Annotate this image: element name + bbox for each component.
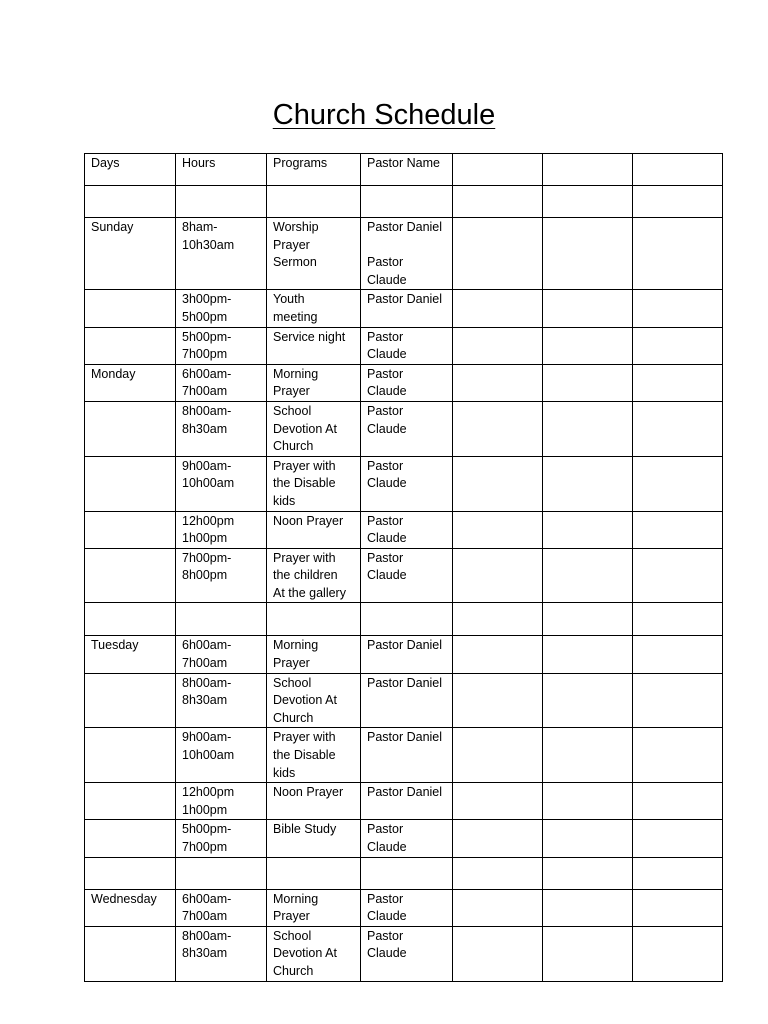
pastor-cell: Pastor Claude <box>361 820 453 857</box>
hours-cell: 6h00am- 7h00am <box>176 889 267 926</box>
programs-cell: Prayer with the children At the gallery <box>267 548 361 603</box>
empty-cell <box>543 364 633 401</box>
empty-cell <box>633 548 723 603</box>
empty-cell <box>543 728 633 783</box>
empty-cell <box>453 327 543 364</box>
empty-cell <box>543 511 633 548</box>
programs-cell: School Devotion At Church <box>267 401 361 456</box>
empty-cell <box>543 783 633 820</box>
empty-cell <box>543 548 633 603</box>
header-programs: Programs <box>267 154 361 186</box>
hours-cell: 7h00pm- 8h00pm <box>176 548 267 603</box>
table-row <box>85 511 723 548</box>
header-row <box>85 154 723 186</box>
empty-cell <box>543 820 633 857</box>
hours-cell: 12h00pm 1h00pm <box>176 783 267 820</box>
day-cell <box>85 511 176 548</box>
empty-cell <box>633 511 723 548</box>
empty-cell <box>633 364 723 401</box>
table-row <box>85 603 723 636</box>
pastor-cell: Pastor Claude <box>361 548 453 603</box>
programs-cell: Noon Prayer <box>267 783 361 820</box>
day-cell <box>85 673 176 728</box>
empty-cell <box>453 456 543 511</box>
header-hours: Hours <box>176 154 267 186</box>
table-row <box>85 728 723 783</box>
empty-cell <box>633 290 723 327</box>
empty-cell <box>543 186 633 218</box>
day-cell: Monday <box>85 364 176 401</box>
day-cell <box>85 857 176 889</box>
empty-cell <box>453 511 543 548</box>
empty-cell <box>453 857 543 889</box>
empty-cell <box>633 673 723 728</box>
programs-cell: School Devotion At Church <box>267 926 361 981</box>
table-row <box>85 783 723 820</box>
hours-cell: 5h00pm- 7h00pm <box>176 327 267 364</box>
hours-cell <box>176 186 267 218</box>
empty-cell <box>633 889 723 926</box>
pastor-cell: Pastor Claude <box>361 327 453 364</box>
empty-cell <box>633 926 723 981</box>
programs-cell: Youth meeting <box>267 290 361 327</box>
empty-cell <box>453 673 543 728</box>
hours-cell: 3h00pm- 5h00pm <box>176 290 267 327</box>
programs-cell: Prayer with the Disable kids <box>267 728 361 783</box>
table-row <box>85 673 723 728</box>
header-empty-cell <box>633 154 723 186</box>
empty-cell <box>633 401 723 456</box>
programs-cell: Morning Prayer <box>267 636 361 673</box>
empty-cell <box>633 186 723 218</box>
hours-cell: 6h00am- 7h00am <box>176 364 267 401</box>
table-row <box>85 364 723 401</box>
page-title: Church Schedule <box>272 99 496 131</box>
empty-cell <box>543 218 633 290</box>
empty-cell <box>543 603 633 636</box>
empty-cell <box>633 603 723 636</box>
programs-cell <box>267 186 361 218</box>
empty-cell <box>633 456 723 511</box>
empty-cell <box>543 926 633 981</box>
empty-cell <box>453 218 543 290</box>
empty-cell <box>543 327 633 364</box>
table-row <box>85 857 723 889</box>
day-cell <box>85 548 176 603</box>
programs-cell <box>267 603 361 636</box>
day-cell <box>85 186 176 218</box>
pastor-cell: Pastor Claude <box>361 364 453 401</box>
programs-cell: Bible Study <box>267 820 361 857</box>
day-cell <box>85 728 176 783</box>
table-row <box>85 889 723 926</box>
table-row <box>85 290 723 327</box>
hours-cell: 5h00pm- 7h00pm <box>176 820 267 857</box>
empty-cell <box>453 603 543 636</box>
empty-cell <box>633 218 723 290</box>
empty-cell <box>453 820 543 857</box>
empty-cell <box>543 673 633 728</box>
table-row <box>85 548 723 603</box>
empty-cell <box>633 327 723 364</box>
pastor-cell: Pastor Daniel Pastor Claude <box>361 218 453 290</box>
empty-cell <box>633 820 723 857</box>
programs-cell: Service night <box>267 327 361 364</box>
table-row <box>85 401 723 456</box>
programs-cell: Worship Prayer Sermon <box>267 218 361 290</box>
programs-cell: School Devotion At Church <box>267 673 361 728</box>
empty-cell <box>633 857 723 889</box>
empty-cell <box>633 783 723 820</box>
table-row <box>85 456 723 511</box>
table-row <box>85 820 723 857</box>
programs-cell: Morning Prayer <box>267 364 361 401</box>
table-row <box>85 218 723 290</box>
hours-cell: 8h00am- 8h30am <box>176 401 267 456</box>
hours-cell: 8h00am- 8h30am <box>176 673 267 728</box>
empty-cell <box>633 636 723 673</box>
pastor-cell: Pastor Claude <box>361 511 453 548</box>
empty-cell <box>453 186 543 218</box>
pastor-cell: Pastor Claude <box>361 456 453 511</box>
pastor-cell: Pastor Daniel <box>361 636 453 673</box>
day-cell <box>85 603 176 636</box>
pastor-cell <box>361 857 453 889</box>
programs-cell: Noon Prayer <box>267 511 361 548</box>
pastor-cell: Pastor Claude <box>361 401 453 456</box>
day-cell <box>85 401 176 456</box>
empty-cell <box>453 364 543 401</box>
empty-cell <box>543 857 633 889</box>
pastor-cell: Pastor Daniel <box>361 728 453 783</box>
empty-cell <box>543 456 633 511</box>
pastor-cell: Pastor Claude <box>361 926 453 981</box>
pastor-cell: Pastor Daniel <box>361 783 453 820</box>
programs-cell: Morning Prayer <box>267 889 361 926</box>
day-cell: Wednesday <box>85 889 176 926</box>
day-cell: Tuesday <box>85 636 176 673</box>
day-cell <box>85 327 176 364</box>
schedule-body <box>85 154 723 982</box>
table-row <box>85 327 723 364</box>
hours-cell: 9h00am- 10h00am <box>176 456 267 511</box>
hours-cell: 8h00am- 8h30am <box>176 926 267 981</box>
day-cell: Sunday <box>85 218 176 290</box>
table-row <box>85 186 723 218</box>
hours-cell: 9h00am- 10h00am <box>176 728 267 783</box>
table-row <box>85 926 723 981</box>
empty-cell <box>453 290 543 327</box>
pastor-cell: Pastor Daniel <box>361 290 453 327</box>
empty-cell <box>453 548 543 603</box>
day-cell <box>85 820 176 857</box>
hours-cell <box>176 857 267 889</box>
empty-cell <box>453 728 543 783</box>
hours-cell <box>176 603 267 636</box>
day-cell <box>85 290 176 327</box>
pastor-cell: Pastor Claude <box>361 889 453 926</box>
day-cell <box>85 783 176 820</box>
empty-cell <box>453 636 543 673</box>
header-empty-cell <box>543 154 633 186</box>
header-pastor-name: Pastor Name <box>361 154 453 186</box>
pastor-cell <box>361 186 453 218</box>
empty-cell <box>633 728 723 783</box>
table-row <box>85 636 723 673</box>
empty-cell <box>543 290 633 327</box>
empty-cell <box>543 889 633 926</box>
hours-cell: 12h00pm 1h00pm <box>176 511 267 548</box>
pastor-cell: Pastor Daniel <box>361 673 453 728</box>
pastor-cell <box>361 603 453 636</box>
empty-cell <box>453 926 543 981</box>
day-cell <box>85 456 176 511</box>
programs-cell <box>267 857 361 889</box>
header-empty-cell <box>453 154 543 186</box>
empty-cell <box>453 401 543 456</box>
empty-cell <box>543 401 633 456</box>
day-cell <box>85 926 176 981</box>
empty-cell <box>453 783 543 820</box>
empty-cell <box>543 636 633 673</box>
hours-cell: 6h00am- 7h00am <box>176 636 267 673</box>
header-days: Days <box>85 154 176 186</box>
schedule-table <box>84 153 723 982</box>
empty-cell <box>453 889 543 926</box>
hours-cell: 8ham- 10h30am <box>176 218 267 290</box>
programs-cell: Prayer with the Disable kids <box>267 456 361 511</box>
